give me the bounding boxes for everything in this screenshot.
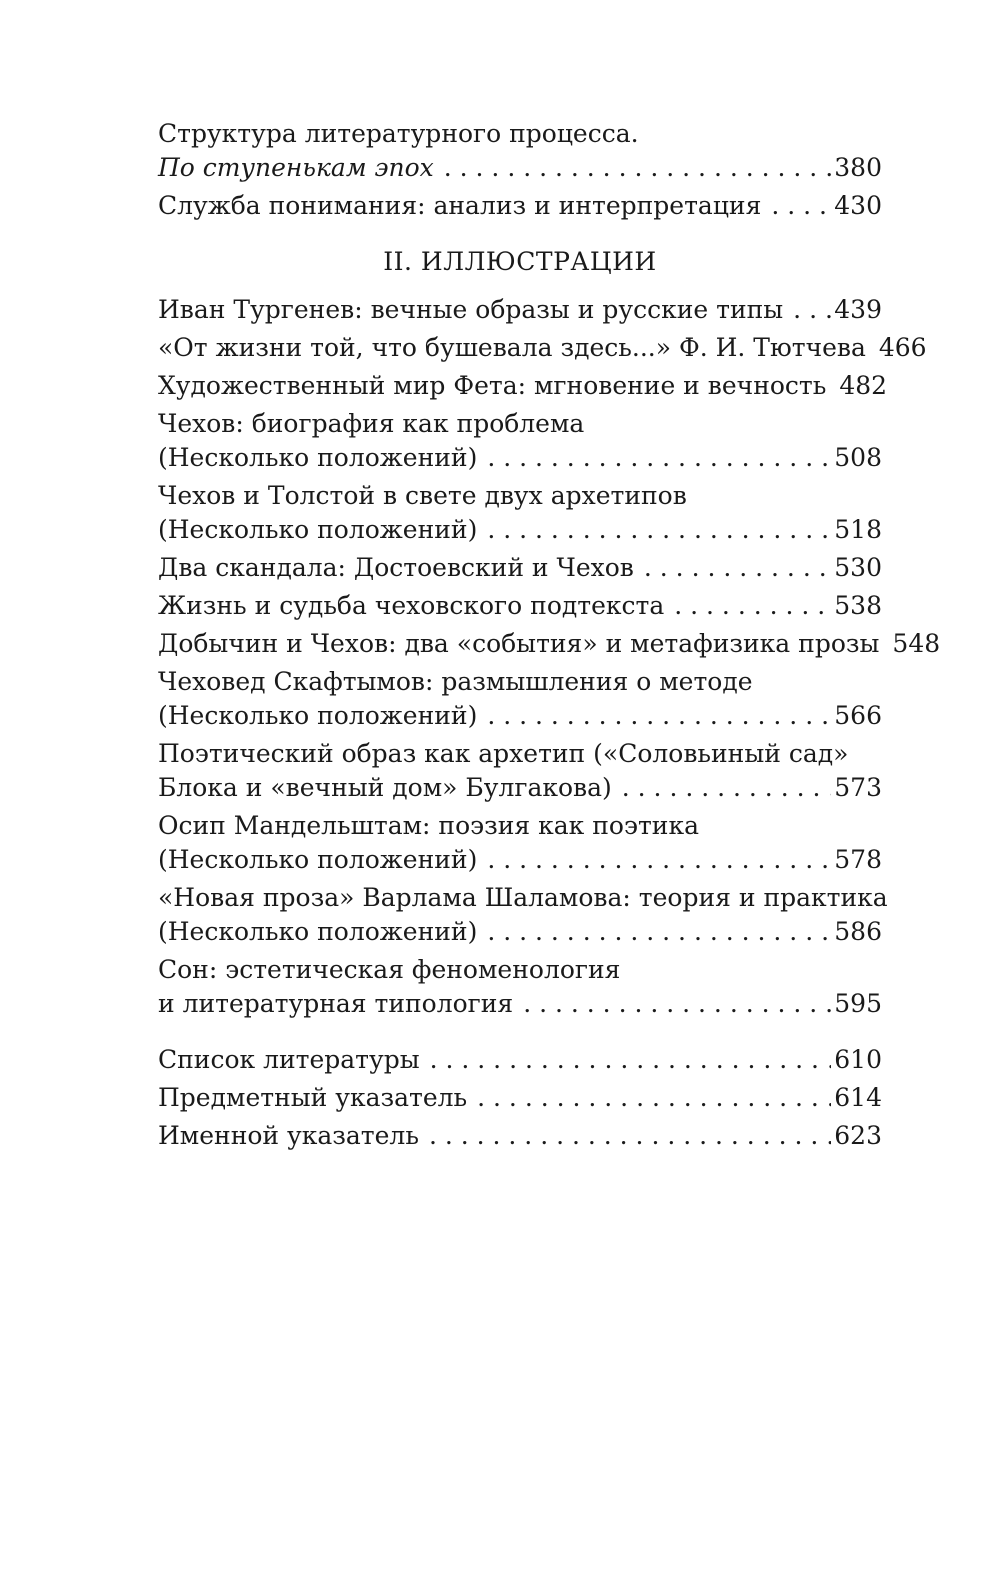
toc-entry[interactable] (158, 331, 927, 365)
toc-entry-line (158, 953, 882, 987)
toc-entry-title: и литературная типология (158, 989, 514, 1018)
back-matter-entries (158, 1043, 882, 1153)
toc-entry-line (158, 513, 882, 547)
toc-entry-title: Блока и «вечный дом» Булгакова) (158, 773, 612, 802)
toc-entry-title: Добычин и Чехов: два «события» и метафизика прозы (158, 629, 880, 658)
dot-leader (674, 589, 831, 623)
toc-entry-line (158, 665, 882, 699)
dot-leader (477, 1081, 831, 1115)
toc-entry[interactable] (158, 737, 882, 805)
toc-entry[interactable] (158, 1119, 882, 1153)
toc-entry[interactable] (158, 627, 941, 661)
toc-page-number: 466 (878, 333, 927, 362)
toc-entry-line (158, 1119, 882, 1153)
toc-entry-line (158, 915, 882, 949)
toc-page-number: 430 (834, 191, 882, 220)
toc-entry-line (158, 809, 882, 843)
toc-entry-line (158, 331, 927, 365)
toc-page-number: 548 (892, 629, 941, 658)
toc-entry-title: (Несколько положений) (158, 845, 478, 874)
dot-leader (487, 441, 831, 475)
toc-page-number: 578 (834, 845, 882, 874)
toc-page-number: 610 (834, 1045, 882, 1074)
toc-entry-line (158, 293, 882, 327)
toc-entry-line (158, 117, 882, 151)
toc-entry-title: Поэтический образ как архетип («Соловьиный сад» (158, 739, 849, 768)
toc-entry-line (158, 737, 882, 771)
toc-entry-line (158, 771, 882, 805)
toc-page-number: 439 (834, 295, 882, 324)
toc-entry[interactable] (158, 589, 882, 623)
toc-entry-line (158, 189, 882, 223)
toc-page-number: 586 (834, 917, 882, 946)
toc-entry[interactable] (158, 881, 888, 949)
dot-leader (487, 915, 831, 949)
toc-entry-title: Сон: эстетическая феноменология (158, 955, 621, 984)
toc-entry-line (158, 479, 882, 513)
toc-page-number: 573 (834, 773, 882, 802)
toc-entry-title: Чехов и Толстой в свете двух архетипов (158, 481, 687, 510)
toc-entry[interactable] (158, 479, 882, 547)
dot-leader (430, 1043, 832, 1077)
toc-entry-line (158, 1043, 882, 1077)
toc-entry-line (158, 1081, 882, 1115)
toc-entry-line (158, 441, 882, 475)
toc-entry-line (158, 589, 882, 623)
toc-entry-title: Два скандала: Достоевский и Чехов (158, 553, 634, 582)
toc-entry-line (158, 407, 882, 441)
toc-page-number: 595 (834, 989, 882, 1018)
toc-entry[interactable] (158, 189, 882, 223)
toc-entry-line (158, 843, 882, 877)
toc-entry[interactable] (158, 407, 882, 475)
toc-entry-title: Именной указатель (158, 1121, 419, 1150)
toc-entry-line (158, 151, 882, 185)
toc-page-number: 380 (834, 153, 882, 182)
toc-entry-title: Предметный указатель (158, 1083, 468, 1112)
toc-page-number: 538 (834, 591, 882, 620)
dot-leader (444, 151, 832, 185)
toc-page-number: 623 (834, 1121, 882, 1150)
toc-entry[interactable] (158, 369, 888, 403)
toc-entry-line (158, 987, 882, 1021)
toc-entry-line (158, 551, 882, 585)
toc-entry-line (158, 881, 888, 915)
section-heading: II. ИЛЛЮСТРАЦИИ (383, 247, 657, 276)
dot-leader (622, 771, 832, 805)
toc-entry-title: (Несколько положений) (158, 443, 478, 472)
toc-entry-title: «Новая проза» Варлама Шаламова: теория и практика (158, 883, 888, 912)
illustration-entries (158, 293, 941, 1021)
toc-page-number: 530 (834, 553, 882, 582)
toc-entry-title: По ступенькам эпох (158, 153, 434, 182)
toc-entry[interactable] (158, 1081, 882, 1115)
toc-entry[interactable] (158, 665, 882, 733)
toc-entry-title: Жизнь и судьба чеховского подтекста (158, 591, 665, 620)
toc-entry[interactable] (158, 1043, 882, 1077)
toc-page-number: 508 (834, 443, 882, 472)
toc-entry-title: (Несколько положений) (158, 515, 478, 544)
section-gap (158, 1025, 882, 1043)
dot-leader (793, 293, 831, 327)
dot-leader (771, 189, 831, 223)
toc-entry-title: Осип Мандельштам: поэзия как поэтика (158, 811, 699, 840)
toc-page-number: 482 (839, 371, 888, 400)
toc-entry-title: Чеховед Скафтымов: размышления о методе (158, 667, 753, 696)
toc-entry[interactable] (158, 551, 882, 585)
table-of-contents (158, 117, 941, 1157)
toc-entry-title: Структура литературного процесса. (158, 119, 639, 148)
toc-entry-title: Чехов: биография как проблема (158, 409, 585, 438)
toc-entry-title: Служба понимания: анализ и интерпретация (158, 191, 762, 220)
toc-entry[interactable] (158, 117, 882, 185)
toc-page-number: 614 (834, 1083, 882, 1112)
toc-entry-title: (Несколько положений) (158, 917, 478, 946)
top-entries (158, 117, 882, 223)
toc-entry-title: Иван Тургенев: вечные образы и русские типы (158, 295, 784, 324)
dot-leader (644, 551, 831, 585)
dot-leader (487, 699, 831, 733)
toc-entry-title: «От жизни той, что бушевала здесь...» Ф. И. Тютчева (158, 333, 866, 362)
toc-entry-title: Художественный мир Фета: мгновение и вечность (158, 371, 827, 400)
toc-page-number: 566 (834, 701, 882, 730)
toc-entry-title: (Несколько положений) (158, 701, 478, 730)
dot-leader (487, 843, 831, 877)
toc-entry[interactable] (158, 293, 882, 327)
dot-leader (487, 513, 831, 547)
toc-entry-line (158, 627, 941, 661)
dot-leader (429, 1119, 831, 1153)
toc-page-number: 518 (834, 515, 882, 544)
toc-entry-line (158, 699, 882, 733)
toc-entry-title: Список литературы (158, 1045, 420, 1074)
toc-entry[interactable] (158, 953, 882, 1021)
toc-entry[interactable] (158, 809, 882, 877)
dot-leader (523, 987, 831, 1021)
toc-entry-line (158, 369, 888, 403)
